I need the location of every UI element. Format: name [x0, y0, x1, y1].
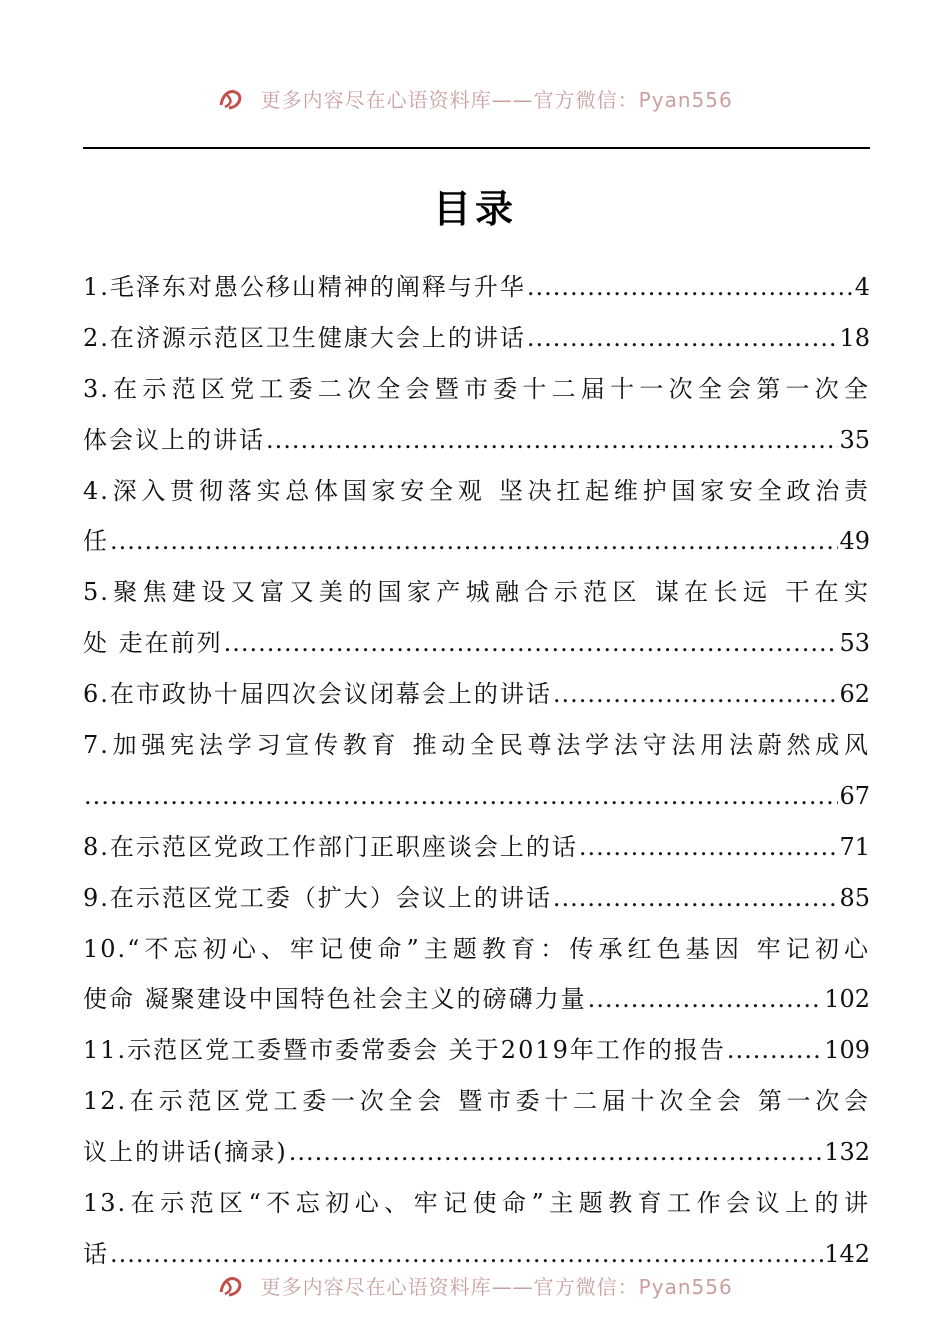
toc-leader-dots [266, 415, 838, 466]
toc-entry[interactable] [83, 567, 870, 669]
toc-page-number: 4 [854, 273, 870, 301]
toc-entry-last-line [83, 1025, 870, 1076]
toc-leader-dots [727, 1025, 823, 1076]
toc-entry-last-line [83, 873, 870, 924]
table-of-contents [83, 262, 870, 1280]
toc-leader-dots [224, 618, 839, 669]
toc-entry-title: 体会议上的讲话 [83, 425, 265, 454]
toc-leader-dots [588, 974, 824, 1025]
toc-entry-title: 1.毛泽东对愚公移山精神的阐释与升华 [83, 273, 526, 301]
toc-entry-title: 议上的讲话(摘录) [83, 1138, 288, 1167]
toc-entry[interactable] [83, 720, 870, 822]
watermark-logo-icon [217, 1274, 247, 1298]
toc-entry-title-line: 5.聚焦建设又富又美的国家产城融合示范区 谋在长远 干在实 [83, 578, 870, 607]
toc-leader-dots [553, 873, 839, 924]
toc-page-number: 67 [839, 781, 870, 810]
toc-leader-dots [84, 771, 838, 822]
toc-page-number: 53 [839, 629, 870, 658]
toc-page-number: 49 [839, 527, 870, 556]
toc-entry-title: 11.示范区党工委暨市委常委会 关于2019年工作的报告 [83, 1036, 726, 1065]
toc-entry-title-line: 12.在示范区党工委一次全会 暨市委十二届十次全会 第一次会 [83, 1087, 870, 1116]
toc-page-number: 62 [839, 680, 870, 709]
toc-entry[interactable] [83, 262, 870, 313]
toc-entry-last-line [83, 262, 870, 313]
toc-entry-title: 2.在济源示范区卫生健康大会上的讲话 [83, 323, 526, 352]
toc-entry-title-line: 10.“不忘初心、牢记使命”主题教育：传承红色基因 牢记初心 [83, 934, 870, 963]
toc-entry[interactable] [83, 1025, 870, 1076]
toc-entry[interactable] [83, 364, 870, 466]
toc-entry-last-line [83, 822, 870, 873]
watermark-logo-icon [217, 87, 247, 111]
header-watermark [0, 84, 950, 113]
toc-page-number: 35 [839, 425, 870, 454]
toc-page-number: 142 [824, 1239, 870, 1268]
toc-entry-title-line: 13.在示范区“不忘初心、牢记使命”主题教育工作会议上的讲 [83, 1189, 870, 1218]
toc-page-number: 71 [839, 832, 870, 861]
toc-entry-last-line [83, 974, 870, 1025]
page-title: 目录 [432, 187, 517, 231]
toc-entry[interactable] [83, 822, 870, 873]
toc-entry-title: 8.在示范区党政工作部门正职座谈会上的话 [83, 832, 578, 861]
toc-entry-last-line [83, 618, 870, 669]
toc-leader-dots [289, 1127, 823, 1178]
toc-entry-title-line: 3.在示范区党工委二次全会暨市委十二届十一次全会第一次全 [83, 374, 870, 403]
toc-entry-last-line [83, 516, 870, 567]
footer-watermark [0, 1271, 950, 1300]
toc-entry[interactable] [83, 1076, 870, 1178]
toc-entry-title: 话 [83, 1239, 109, 1268]
toc-entry[interactable] [83, 466, 870, 568]
toc-entry-title-line: 7.加强宪法学习宣传教育 推动全民尊法学法守法用法蔚然成风 [83, 731, 870, 760]
toc-entry-last-line [83, 669, 870, 720]
toc-leader-dots [579, 822, 839, 873]
toc-entry-title: 任 [83, 527, 109, 556]
toc-entry[interactable] [83, 873, 870, 924]
toc-entry[interactable] [83, 313, 870, 364]
toc-entry[interactable] [83, 669, 870, 720]
header-rule [83, 147, 870, 149]
toc-entry-last-line [83, 1127, 870, 1178]
watermark-text: 更多内容尽在心语资料库——官方微信：Pyan556 [260, 1275, 733, 1299]
toc-entry-last-line [83, 415, 870, 466]
toc-leader-dots [527, 262, 854, 313]
toc-entry-title: 使命 凝聚建设中国特色社会主义的磅礴力量 [83, 985, 587, 1014]
toc-entry-title: 6.在市政协十届四次会议闭幕会上的讲话 [83, 680, 552, 709]
watermark-text: 更多内容尽在心语资料库——官方微信：Pyan556 [260, 88, 733, 112]
toc-leader-dots [527, 313, 839, 364]
toc-leader-dots [110, 516, 838, 567]
toc-entry-last-line [83, 771, 870, 822]
toc-page-number: 85 [839, 883, 870, 912]
toc-entry-last-line [83, 313, 870, 364]
toc-entry-title: 处 走在前列 [83, 629, 223, 658]
toc-page-number: 132 [824, 1138, 870, 1167]
toc-entry-title: 9.在示范区党工委（扩大）会议上的讲话 [83, 883, 552, 912]
toc-page-number: 102 [824, 985, 870, 1014]
toc-leader-dots [553, 669, 839, 720]
toc-entry-title-line: 4.深入贯彻落实总体国家安全观 坚决扛起维护国家安全政治责 [83, 476, 870, 505]
toc-page-number: 18 [839, 323, 870, 352]
toc-entry[interactable] [83, 924, 870, 1026]
toc-entry[interactable] [83, 1178, 870, 1280]
toc-page-number: 109 [824, 1036, 870, 1065]
